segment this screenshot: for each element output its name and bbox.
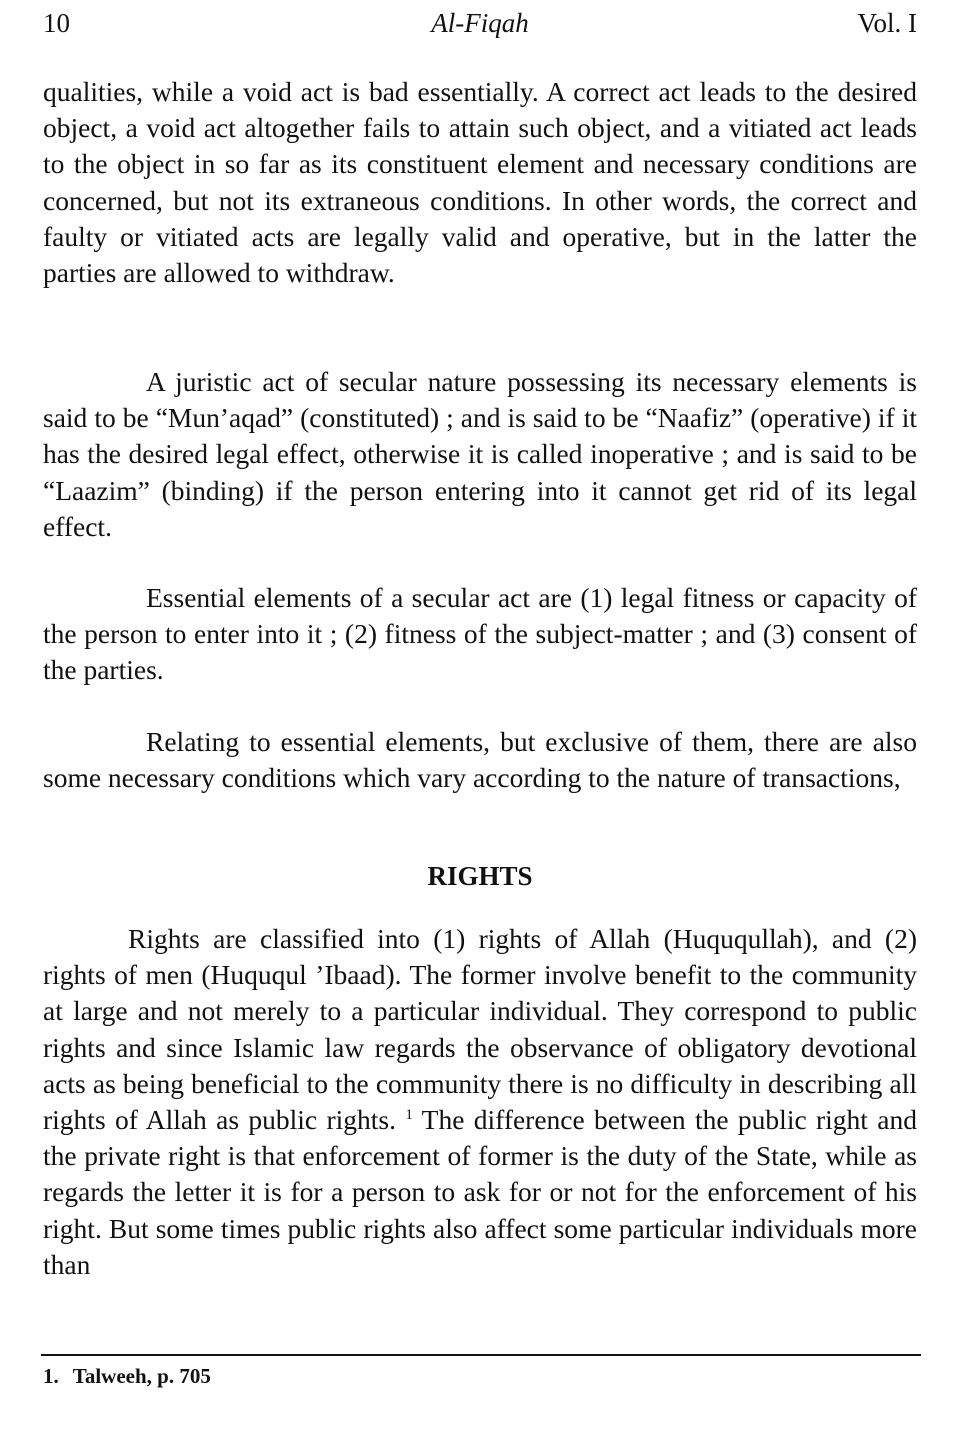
paragraph-necessary-conditions: Relating to essential elements, but exclusive of them, there are also some necessary conditions which vary according to the nature of transactions, [43,726,917,794]
footnote-divider [41,1354,921,1356]
footnote-number: 1. [43,1364,59,1388]
paragraph-juristic-act: A juristic act of secular nature possessing its necessary elements is said to be “Mun’aqad” (constituted) ; and is said to be “Naafiz” (operative) if it has the desired legal effect, otherwise it is called inoperative ; and is said to be “Laazim” (binding) if the person entering into it cannot get rid of its legal effect. [43,366,917,542]
footnote-reference[interactable]: 1 [405,1106,413,1123]
paragraph-essential-elements: Essential elements of a secular act are (1) legal fitness or capacity of the person to enter into it ; (2) fitness of the subject-matter ; and (3) consent of the parties. [43,582,917,686]
rights-text-start: Rights are classified into (1) rights of Allah (Huququllah), and (2) rights of men (Huququl ’Ibaad). The former involve benefit to the community at large and not merely to a particular individual. They correspond to public rights and since Islamic law regards the observance of obligatory devotional acts as being beneficial to the community there is no difficulty in describing all rights of Allah as public rights. [43,923,917,1136]
page-number: 10 [43,8,70,38]
volume-label: Vol. I [857,8,917,38]
footnote [43,1362,917,1390]
paragraph-rights [43,921,917,1283]
section-heading-rights: RIGHTS [427,861,533,891]
page-header [43,6,917,40]
rights-text-end: The difference between the public right and the private right is that enforcement of former is the duty of the State, while as regards the letter it is for a person to ask for or not for the enforcement of his right. But some times public rights also affect some particular individuals more than [43,1104,917,1280]
running-title: Al-Fiqah [431,8,529,38]
footnote-text: Talweeh, p. 705 [72,1364,211,1388]
paragraph-void-acts: qualities, while a void act is bad essentially. A correct act leads to the desired object, a void act altogether fails to attain such object, and a vitiated act leads to the object in so far as its constituent element and necessary conditions are concerned, but not its extraneous conditions. In other words, the correct and faulty or vitiated acts are legally valid and operative, but in the latter the parties are allowed to withdraw. [43,76,917,289]
